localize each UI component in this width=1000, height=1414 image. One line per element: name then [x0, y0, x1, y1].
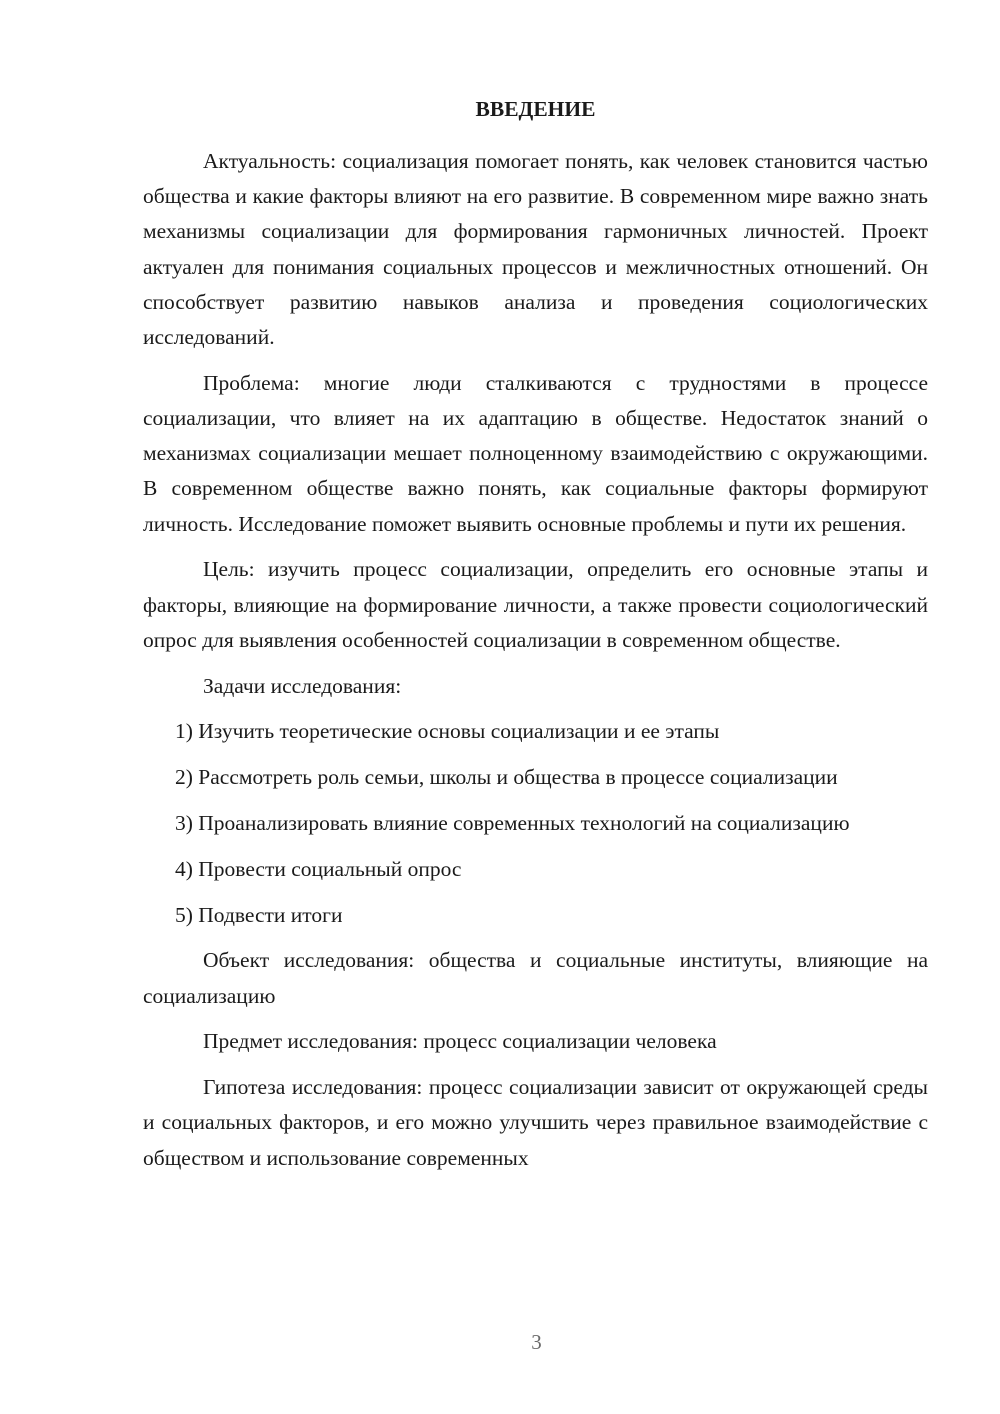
task-item-4: 4) Провести социальный опрос [175, 856, 462, 881]
tasks-heading: Задачи исследования: [203, 673, 402, 698]
paragraph-problem: Проблема: многие люди сталкиваются с трудностями в процессе социализации, что влияет на их адаптацию в обществе. Недостаток знаний о механизмах социализации мешает полноценному взаимодействию с окружающими. В современном обществе важно понять, как социальные факторы формируют личность. Исследование поможет выявить основные проблемы и пути их решения. [143, 370, 928, 536]
task-item-1: 1) Изучить теоретические основы социализации и ее этапы [175, 719, 720, 744]
document-page [143, 92, 928, 1186]
paragraph-hypothesis: Гипотеза исследования: процесс социализации зависит от окружающей среды и социальных факторов, и его можно улучшить через правильное взаимодействие с обществом и использование современных [143, 1075, 928, 1170]
paragraph-goal: Цель: изучить процесс социализации, определить его основные этапы и факторы, влияющие на формирование личности, а также провести социологический опрос для выявления особенностей социализации в современном обществе. [143, 557, 928, 652]
paragraph-object: Объект исследования: общества и социальные институты, влияющие на социализацию [143, 948, 928, 1008]
task-item-5: 5) Подвести итоги [175, 902, 343, 927]
task-item-2: 2) Рассмотреть роль семьи, школы и общества в процессе социализации [175, 765, 838, 790]
page-number: 3 [531, 1330, 542, 1354]
task-item-3: 3) Проанализировать влияние современных технологий на социализацию [175, 811, 850, 836]
paragraph-relevance: Актуальность: социализация помогает понять, как человек становится частью общества и какие факторы влияют на его развитие. В современном мире важно знать механизмы социализации для формирования гармоничных личностей. Проект актуален для понимания социальных процессов и межличностных отношений. Он способствует развитию навыков анализа и проведения социологических исследований. [143, 149, 928, 350]
paragraph-subject: Предмет исследования: процесс социализации человека [203, 1029, 717, 1054]
section-title: ВВЕДЕНИЕ [475, 97, 596, 121]
